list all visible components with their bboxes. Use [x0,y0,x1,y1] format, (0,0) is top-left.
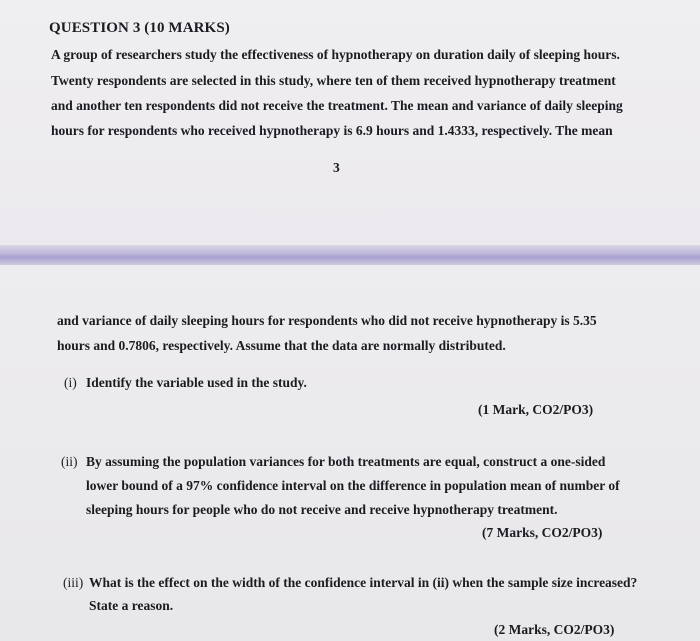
question-iii-line-1: What is the effect on the width of the confidence interval in (ii) when the sample size increased? [89,575,638,590]
question-iii-line-2: State a reason. [89,598,174,613]
continued-line-1: and variance of daily sleeping hours for respondents who did not receive hypnotherapy is 5.35 [57,313,597,328]
page-bottom [0,265,700,641]
paragraph-line-2: Twenty respondents are selected in this study, where ten of them received hypnotherapy treatment [51,73,616,88]
question-i-text: Identify the variable used in the study. [86,375,307,390]
question-ii-line-3: sleeping hours for people who do not receive and receive hypnotherapy treatment. [86,502,558,517]
question-iii-marks: (2 Marks, CO2/PO3) [494,622,615,637]
paragraph-line-1: A group of researchers study the effectiveness of hypnotherapy on duration daily of sleeping hours. [51,47,620,62]
question-iii-label: (iii) [63,575,84,590]
paragraph-line-4: hours for respondents who received hypnotherapy is 6.9 hours and 1.4333, respectively. The mean [51,123,613,138]
question-ii-marks: (7 Marks, CO2/PO3) [482,525,603,540]
question-i-marks: (1 Mark, CO2/PO3) [478,402,594,417]
continued-line-2: hours and 0.7806, respectively. Assume that the data are normally distributed. [57,338,506,353]
paragraph-line-3: and another ten respondents did not receive the treatment. The mean and variance of daily sleeping [51,98,623,113]
question-i-label: (i) [64,375,77,390]
question-title: QUESTION 3 (10 MARKS) [49,20,230,36]
page-number: 3 [333,160,340,175]
page-divider [0,245,700,265]
question-ii-line-1: By assuming the population variances for both treatments are equal, construct a one-sided [86,454,606,469]
page-top [0,0,700,245]
question-ii-line-2: lower bound of a 97% confidence interval on the difference in population mean of number of [86,478,620,493]
question-ii-label: (ii) [61,454,78,469]
